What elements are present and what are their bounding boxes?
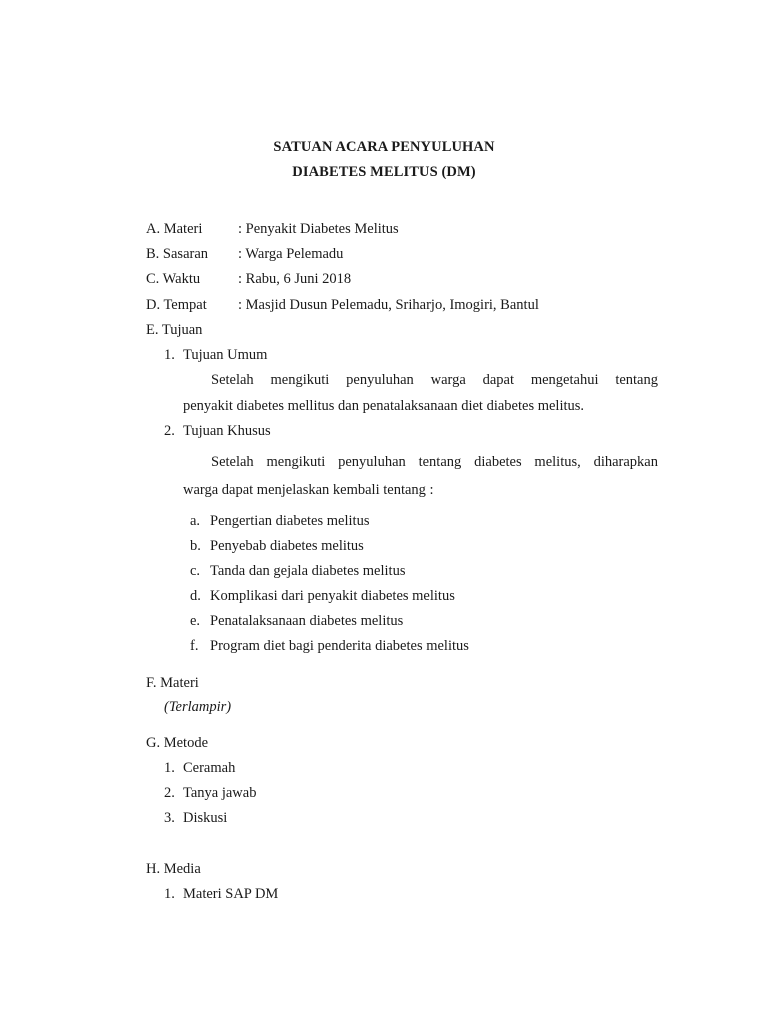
metode-heading: G. Metode [146,735,209,751]
list-item-text: Penyebab diabetes melitus [210,538,364,554]
list-item-mark: e. [190,613,201,629]
document-title-line2: DIABETES MELITUS (DM) [292,164,476,180]
list-item-number: 1. [164,760,175,776]
info-value-materi: : Penyakit Diabetes Melitus [238,221,399,237]
list-item-text: Komplikasi dari penyakit diabetes melitus [210,588,455,604]
list-item-text: Ceramah [183,760,236,776]
tujuan-umum-title: Tujuan Umum [183,347,268,363]
info-value-waktu: : Rabu, 6 Juni 2018 [238,271,352,287]
materi-heading: F. Materi [146,675,199,691]
list-item-number: 3. [164,810,175,826]
tujuan-khusus-paragraph-line1: Setelah mengikuti penyuluhan tentang diabetes melitus, diharapkan [211,454,658,470]
list-item-number: 2. [164,785,175,801]
list-item-text: Tanda dan gejala diabetes melitus [210,563,406,579]
list-item-text: Penatalaksanaan diabetes melitus [210,613,404,629]
list-item-text: Tanya jawab [183,785,257,801]
list-item-text: Materi SAP DM [183,886,279,902]
media-heading: H. Media [146,861,201,877]
list-item-mark: a. [190,513,201,529]
list-item-mark: d. [190,588,201,604]
tujuan-heading: E. Tujuan [146,322,203,338]
list-item-text: Pengertian diabetes melitus [210,513,370,529]
info-label-sasaran: B. Sasaran [146,246,209,262]
info-value-sasaran: : Warga Pelemadu [238,246,344,262]
tujuan-khusus-title: Tujuan Khusus [183,423,271,439]
document-title-line1: SATUAN ACARA PENYULUHAN [273,139,495,155]
list-item-mark: c. [190,563,201,579]
tujuan-umum-number: 1. [164,347,175,363]
info-label-tempat: D. Tempat [146,297,207,313]
info-value-tempat: : Masjid Dusun Pelemadu, Sriharjo, Imogiri, Bantul [238,297,539,313]
tujuan-umum-paragraph-line1: Setelah mengikuti penyuluhan warga dapat mengetahui tentang [211,372,658,388]
tujuan-umum-paragraph-line2: penyakit diabetes mellitus dan penatalaksanaan diet diabetes melitus. [183,398,585,414]
tujuan-khusus-number: 2. [164,423,175,439]
list-item-text: Program diet bagi penderita diabetes melitus [210,638,469,654]
list-item-text: Diskusi [183,810,228,826]
tujuan-khusus-paragraph-line2: warga dapat menjelaskan kembali tentang : [183,482,434,498]
list-item-mark: b. [190,538,201,554]
info-label-materi: A. Materi [146,221,203,237]
list-item-mark: f. [190,638,199,654]
info-label-waktu: C. Waktu [146,271,201,287]
materi-note: (Terlampir) [164,699,232,715]
list-item-number: 1. [164,886,175,902]
